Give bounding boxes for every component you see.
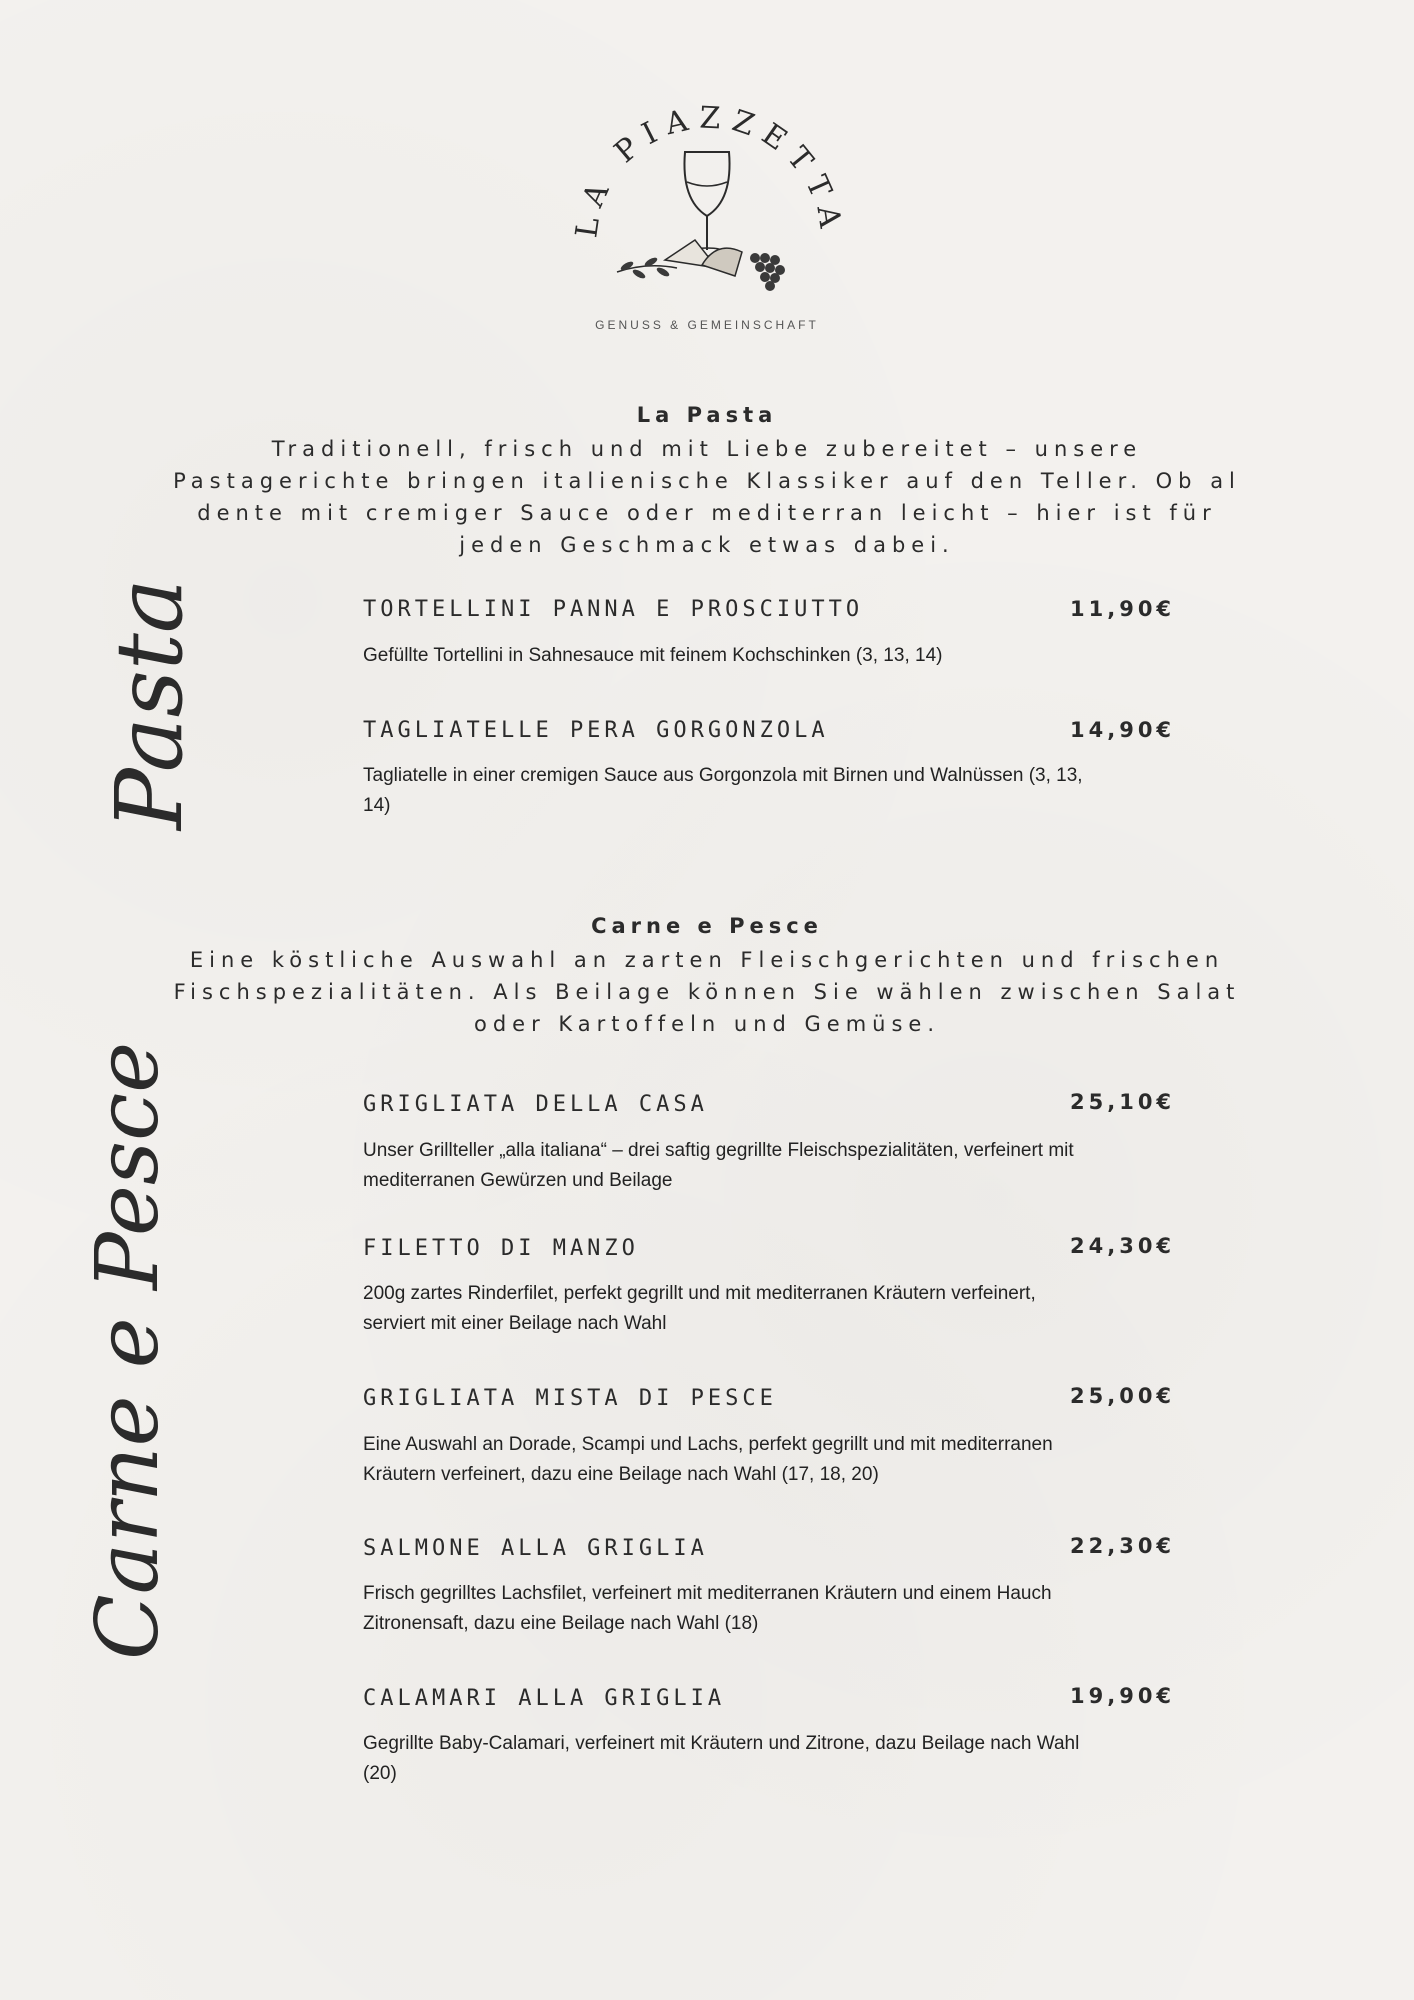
brand-name: LA PIAZZETTA <box>569 100 849 240</box>
menu-item-description: Eine Auswahl an Dorade, Scampi und Lachs, perfekt gegrillt und mit mediterranen Kräutern verfeinert, dazu eine Beilage nach Wahl (17, 18, 20) <box>363 1434 1053 1485</box>
menu-item-description: Gefüllte Tortellini in Sahnesauce mit feinem Kochschinken (3, 13, 14) <box>363 645 943 666</box>
menu-item-name: SALMONE ALLA GRIGLIA <box>363 1536 708 1561</box>
menu-item-name: TORTELLINI PANNA E PROSCIUTTO <box>363 597 864 622</box>
restaurant-logo <box>557 90 857 340</box>
menu-item-price: 19,90€ <box>1070 1684 1176 1708</box>
menu-item-price: 11,90€ <box>1070 597 1176 621</box>
menu-item-price: 24,30€ <box>1070 1234 1176 1258</box>
menu-item-description: Unser Grillteller „alla italiana“ – drei saftig gegrillte Fleischspezialitäten, verfeinert mit mediterranen Gewürzen und Beilage <box>363 1140 1074 1191</box>
side-label-carne-e-pesce: Carne e Pesce <box>78 1041 178 1660</box>
brand-tagline: GENUSS & GEMEINSCHAFT <box>595 318 819 332</box>
menu-item-name: FILETTO DI MANZO <box>363 1236 639 1261</box>
section-description-pasta: Traditionell, frisch und mit Liebe zubereitet – unsere Pastagerichte bringen italienische Klassiker auf den Teller. Ob al dente mit cremiger Sauce oder mediterran leicht – hier ist für jeden Geschmack etwas dabei. <box>173 437 1241 557</box>
side-label-pasta: Pasta <box>96 578 203 830</box>
menu-item-price: 25,00€ <box>1070 1384 1176 1408</box>
menu-item-name: CALAMARI ALLA GRIGLIA <box>363 1686 726 1711</box>
menu-item-description: Gegrillte Baby-Calamari, verfeinert mit Kräutern und Zitrone, dazu Beilage nach Wahl (20) <box>363 1733 1080 1784</box>
menu-item-description: 200g zartes Rinderfilet, perfekt gegrillt und mit mediterranen Kräutern verfeinert, serviert mit einer Beilage nach Wahl <box>363 1283 1036 1334</box>
menu-item-price: 22,30€ <box>1070 1534 1176 1558</box>
section-description-carne-e-pesce: Eine köstliche Auswahl an zarten Fleischgerichten und frischen Fischspezialitäten. Als Beilage können Sie wählen zwischen Salat oder Kartoffeln und Gemüse. <box>173 948 1241 1036</box>
menu-item-description: Tagliatelle in einer cremigen Sauce aus Gorgonzola mit Birnen und Walnüssen (3, 13, 14) <box>363 765 1083 816</box>
menu-item-name: TAGLIATELLE PERA GORGONZOLA <box>363 718 829 743</box>
menu-item-description: Frisch gegrilltes Lachsfilet, verfeinert mit mediterranen Kräutern und einem Hauch Zitronensaft, dazu eine Beilage nach Wahl (18) <box>363 1583 1052 1634</box>
section-title-pasta: La Pasta <box>636 403 778 427</box>
wine-glass-logo-icon <box>557 90 857 340</box>
menu-item-price: 14,90€ <box>1070 718 1176 742</box>
menu-item-name: GRIGLIATA MISTA DI PESCE <box>363 1386 777 1411</box>
menu-item-name: GRIGLIATA DELLA CASA <box>363 1092 708 1117</box>
section-title-carne-e-pesce: Carne e Pesce <box>591 914 823 938</box>
svg-text:LA PIAZZETTA <box>569 100 849 240</box>
menu-item-price: 25,10€ <box>1070 1090 1176 1114</box>
